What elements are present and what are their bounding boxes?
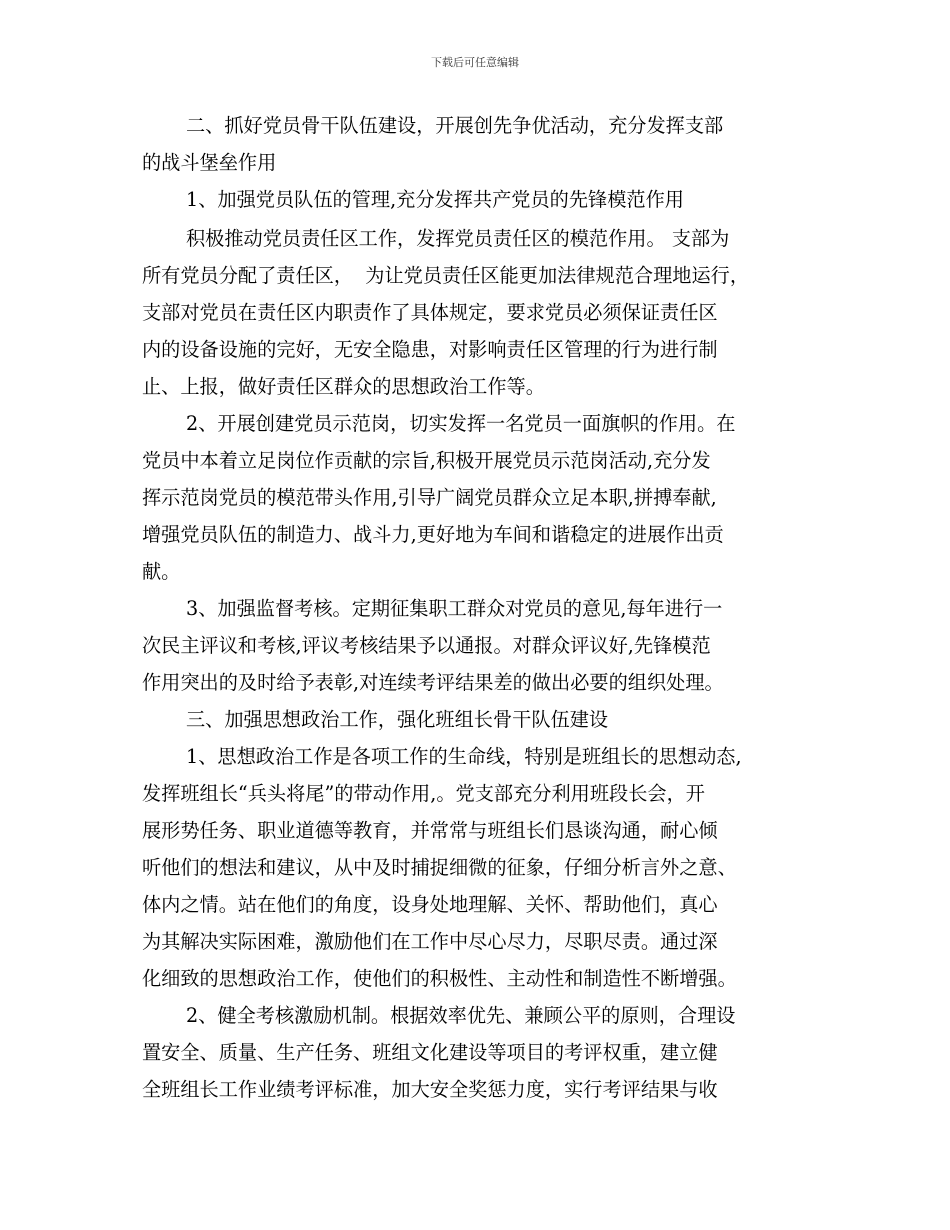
text-line: 止、上报，做好责任区群众的思想政治工作等。 xyxy=(142,375,545,398)
text-line: 党员中本着立足岗位作贡献的宗旨,积极开展党员示范岗活动,充分发 xyxy=(142,449,711,472)
text-line: 积极推动党员责任区工作，发挥党员责任区的模范作用。 支部为 xyxy=(186,227,730,250)
page-header: 下载后可任意编辑 xyxy=(431,56,519,69)
text-line: 挥示范岗党员的模范带头作用,引导广阔党员群众立足本职,拼搏奉献, xyxy=(142,486,717,509)
text-line: 2、开展创建党员示范岗，切实发挥一名党员一面旗帜的作用。在 xyxy=(186,412,736,435)
text-line: 为其解决实际困难，激励他们在工作中尽心尽力，尽职尽责。通过深 xyxy=(142,930,718,953)
text-line: 3、加强监督考核。定期征集职工群众对党员的意见,每年进行一 xyxy=(186,597,723,620)
text-line: 体内之情。站在他们的角度，设身处地理解、关怀、帮助他们，真心 xyxy=(142,893,718,916)
text-line: 展形势任务、职业道德等教育，并常常与班组长们恳谈沟通，耐心倾 xyxy=(142,819,718,842)
text-line: 次民主评议和考核,评议考核结果予以通报。对群众评议好,先锋模范 xyxy=(142,634,711,657)
text-line: 听他们的想法和建议，从中及时捕捉细微的征象，仔细分析言外之意、 xyxy=(142,856,737,879)
text-line: 的战斗堡垒作用 xyxy=(142,151,277,174)
text-line: 全班组长工作业绩考评标准，加大安全奖惩力度，实行考评结果与收 xyxy=(142,1078,718,1101)
text-line: 内的设备设施的完好，无安全隐患，对影响责任区管理的行为进行制 xyxy=(142,338,718,361)
text-line: 三、加强思想政治工作，强化班组长骨干队伍建设 xyxy=(186,708,609,731)
text-line: 增强党员队伍的制造力、战斗力,更好地为车间和谐稳定的进展作出贡 xyxy=(142,523,724,546)
text-line: 化细致的思想政治工作，使他们的积极性、主动性和制造性不断增强。 xyxy=(142,967,737,990)
text-line: 置安全、质量、生产任务、班组文化建设等项目的考评权重，建立健 xyxy=(142,1041,718,1064)
text-line: 支部对党员在责任区内职责作了具体规定，要求党员必须保证责任区 xyxy=(142,301,718,324)
text-line: 作用突出的及时给予表彰,对连续考评结果差的做出必要的组织处理。 xyxy=(142,671,724,694)
text-line: 发挥班组长“兵头将尾”的带动作用,。党支部充分利用班段长会，开 xyxy=(142,782,705,805)
text-line: 2、健全考核激励机制。根据效率优先、兼顾公平的原则，合理设 xyxy=(186,1004,736,1027)
text-line: 所有党员分配了责任区， 为让党员责任区能更加法律规范合理地运行， xyxy=(142,264,750,287)
text-line: 二、抓好党员骨干队伍建设，开展创先争优活动，充分发挥支部 xyxy=(186,114,724,137)
text-line: 献。 xyxy=(142,560,181,583)
text-line: 1、思想政治工作是各项工作的生命线，特别是班组长的思想动态, xyxy=(186,745,742,768)
text-line: 1、加强党员队伍的管理,充分发挥共产党员的先锋模范作用 xyxy=(186,188,684,211)
